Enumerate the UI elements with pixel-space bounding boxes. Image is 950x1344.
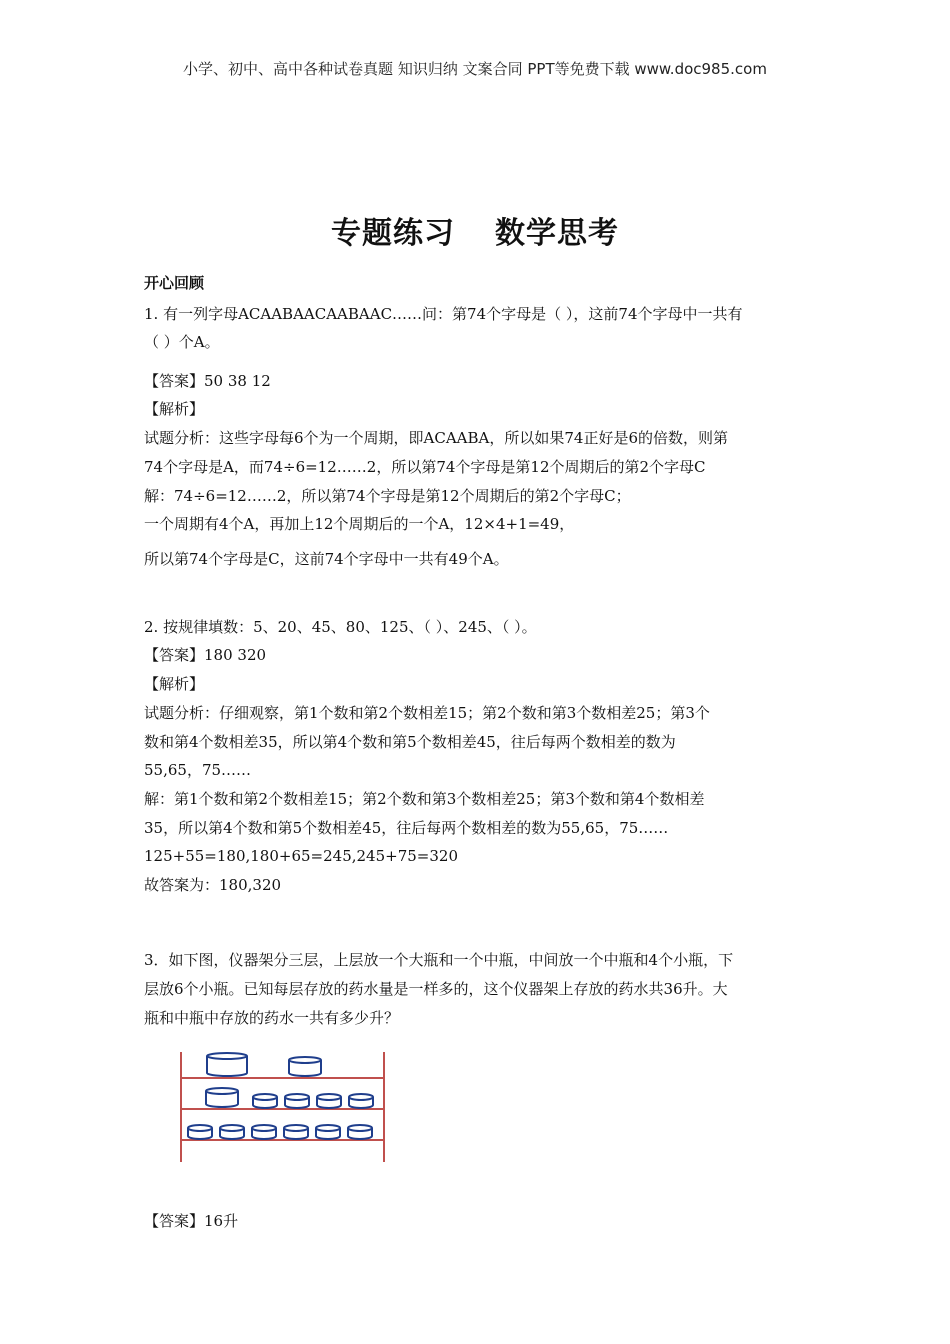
q1-answer: 【答案】50 38 12 xyxy=(144,372,271,390)
small-bottle xyxy=(317,1094,341,1108)
q3-line1: 3．如下图，仪器架分三层，上层放一个大瓶和一个中瓶，中间放一个中瓶和4个小瓶，下 xyxy=(144,951,734,969)
q1-analysis-2: 74个字母是A，而74÷6=12……2，所以第74个字母是第12个周期后的第2个字母C xyxy=(144,458,706,476)
q1-analysis-3: 解：74÷6=12……2，所以第74个字母是第12个周期后的第2个字母C； xyxy=(144,487,631,505)
medium-bottle xyxy=(289,1057,321,1076)
q3-line3: 瓶和中瓶中存放的药水一共有多少升？ xyxy=(144,1009,400,1027)
q2-analysis-5: 35，所以第4个数和第5个数相差45，往后每两个数相差的数为55,65，75…… xyxy=(144,819,669,837)
large-bottle xyxy=(207,1053,247,1076)
small-bottle xyxy=(252,1125,276,1139)
q2-line1: 2. 按规律填数：5、20、45、80、125、（ ）、245、（ ）。 xyxy=(144,618,537,636)
q2-analysis-7: 故答案为：180,320 xyxy=(144,876,282,894)
small-bottle xyxy=(220,1125,244,1139)
small-bottle xyxy=(348,1125,372,1139)
small-bottle xyxy=(188,1125,212,1139)
title-part1: 专题练习 xyxy=(331,216,455,251)
small-bottle xyxy=(285,1094,309,1108)
site-header: 小学、初中、高中各种试卷真题 知识归纳 文案合同 PPT等免费下载 www.doc985.com xyxy=(183,60,767,78)
q1-analysis-1: 试题分析：这些字母每6个为一个周期，即ACAABA，所以如果74正好是6的倍数，则第 xyxy=(144,429,729,447)
q2-analysis-label: 【解析】 xyxy=(144,675,205,693)
page-title xyxy=(0,208,950,252)
q2-analysis-6: 125+55=180,180+65=245,245+75=320 xyxy=(144,847,458,865)
title-part2: 数学思考 xyxy=(495,216,619,251)
q2-analysis-1: 试题分析：仔细观察，第1个数和第2个数相差15；第2个数和第3个数相差25；第3个 xyxy=(144,704,710,722)
small-bottle xyxy=(284,1125,308,1139)
q1-analysis-4: 一个周期有4个A，再加上12个周期后的一个A，12×4+1=49， xyxy=(144,515,575,533)
q1-line2: （ ）个A。 xyxy=(144,333,220,351)
bottles xyxy=(188,1053,373,1139)
q3-line2: 层放6个小瓶。已知每层存放的药水量是一样多的，这个仪器架上存放的药水共36升。大 xyxy=(144,980,728,998)
small-bottle xyxy=(253,1094,277,1108)
section-heading: 开心回顾 xyxy=(144,274,205,292)
q2-analysis-4: 解：第1个数和第2个数相差15；第2个数和第3个数相差25；第3个数和第4个数相差 xyxy=(144,790,705,808)
q1-analysis-5: 所以第74个字母是C，这前74个字母中一共有49个A。 xyxy=(144,550,509,568)
q1-analysis-label: 【解析】 xyxy=(144,400,205,418)
small-bottle xyxy=(316,1125,340,1139)
shelf-figure xyxy=(178,1048,390,1166)
q2-answer: 【答案】180 320 xyxy=(144,646,267,664)
small-bottle xyxy=(349,1094,373,1108)
q3-answer: 【答案】16升 xyxy=(144,1212,239,1230)
medium-bottle xyxy=(206,1088,238,1107)
q1-line1: 1. 有一列字母ACAABAACAABAAC……问：第74个字母是（ ），这前74个字母中一共有 xyxy=(144,305,743,323)
q2-analysis-3: 55,65，75…… xyxy=(144,761,252,779)
q2-analysis-2: 数和第4个数相差35，所以第4个数和第5个数相差45，往后每两个数相差的数为 xyxy=(144,733,676,751)
